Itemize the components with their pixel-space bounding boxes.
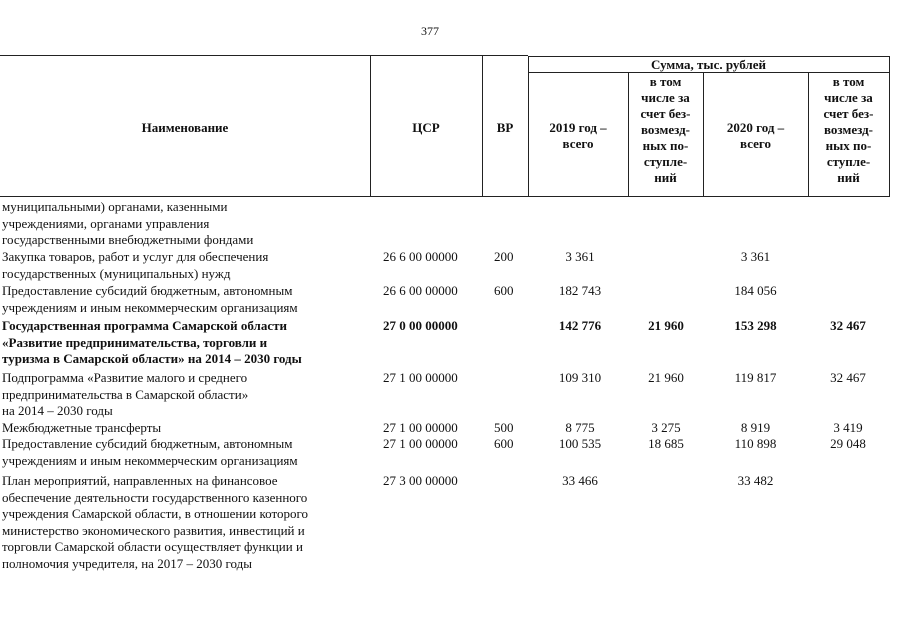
row-2020-total: 153 298: [734, 318, 777, 333]
row-2019-total: 33 466: [562, 473, 598, 488]
row-2019-free: 18 685: [648, 436, 684, 451]
header-sum-group: Сумма, тыс. рублей: [651, 57, 766, 72]
row-vr: 600: [494, 283, 514, 298]
row-vr: 200: [494, 249, 514, 264]
row-csr: 27 1 00 00000: [383, 370, 458, 385]
row-name: Подпрограмма «Развитие малого и среднего предпринимательства в Самарской области» на 2014 – 2030 годы: [2, 370, 249, 418]
header-2019-free: в том числе за счет без- возмезд- ных по- ступле- ний: [640, 74, 691, 185]
row-2019-total: 182 743: [558, 283, 602, 298]
header-2019-total: 2019 год – всего: [549, 120, 607, 151]
row-csr: 27 1 00 00000: [383, 436, 458, 451]
row-name: Предоставление субсидий бюджетным, автономным учреждениям и иным некоммерческим организациям: [2, 283, 298, 315]
row-2019-total: 8 775: [565, 420, 595, 435]
row-2019-free: 21 960: [648, 370, 684, 385]
row-csr: 26 6 00 00000: [383, 249, 458, 264]
header-top-border-csr: [370, 55, 528, 56]
row-name: Закупка товаров, работ и услуг для обеспечения государственных (муниципальных) нужд: [2, 249, 269, 281]
row-2020-total: 3 361: [740, 249, 771, 264]
row-2020-total: 119 817: [734, 370, 777, 385]
row-2019-free: 3 275: [651, 420, 681, 435]
header-2020-total: 2020 год – всего: [726, 120, 785, 151]
header-csr: ЦСР: [412, 120, 440, 135]
row-name: План мероприятий, направленных на финансовое обеспечение деятельности государственного казенного учреждения Самарской области, в отношении которого министерство экономического развития, инвестиций и торговли Самарской области осуществляет функции и полномочия учредителя, на 2017 – 2030 годы: [2, 473, 309, 571]
row-2020-total: 184 056: [734, 283, 777, 298]
row-2020-total: 33 482: [737, 473, 774, 488]
row-2019-total: 109 310: [558, 370, 602, 385]
page-number: 377: [421, 24, 439, 38]
header-vr: ВР: [496, 120, 514, 135]
row-2020-free: 32 467: [830, 370, 866, 385]
header-name: Наименование: [141, 120, 229, 135]
row-csr: 27 1 00 00000: [383, 420, 458, 435]
row-2019-total: 142 776: [558, 318, 602, 333]
row-csr: 26 6 00 00000: [383, 283, 458, 298]
row-2019-total: 100 535: [558, 436, 602, 451]
row-2019-free: 21 960: [648, 318, 684, 333]
row-2020-free: 32 467: [830, 318, 866, 333]
row-name: Государственная программа Самарской области «Развитие предпринимательства, торговли и туризма в Самарской области» на 2014 – 2030 годы: [2, 318, 302, 366]
row-2020-total: 110 898: [734, 436, 777, 451]
row-2020-free: 29 048: [830, 436, 866, 451]
row-2019-total: 3 361: [565, 249, 595, 264]
col-divider-right: [889, 56, 890, 197]
header-2020-free: в том числе за счет без- возмезд- ных по- ступле- ний: [823, 74, 874, 185]
row-name: Межбюджетные трансферты: [2, 420, 162, 435]
header-top-border: [0, 55, 370, 56]
row-csr: 27 3 00 00000: [383, 473, 458, 488]
row-name: муниципальными) органами, казенными учреждениями, органами управления государственными внебюджетными фондами: [2, 199, 254, 247]
row-vr: 600: [494, 436, 514, 451]
row-name: Предоставление субсидий бюджетным, автономным учреждениям и иным некоммерческим организациям: [2, 436, 298, 468]
row-vr: 500: [494, 420, 514, 435]
row-2020-free: 3 419: [833, 420, 863, 435]
row-2020-total: 8 919: [740, 420, 771, 435]
header-bottom-border: [0, 196, 890, 197]
row-csr: 27 0 00 00000: [383, 318, 458, 333]
